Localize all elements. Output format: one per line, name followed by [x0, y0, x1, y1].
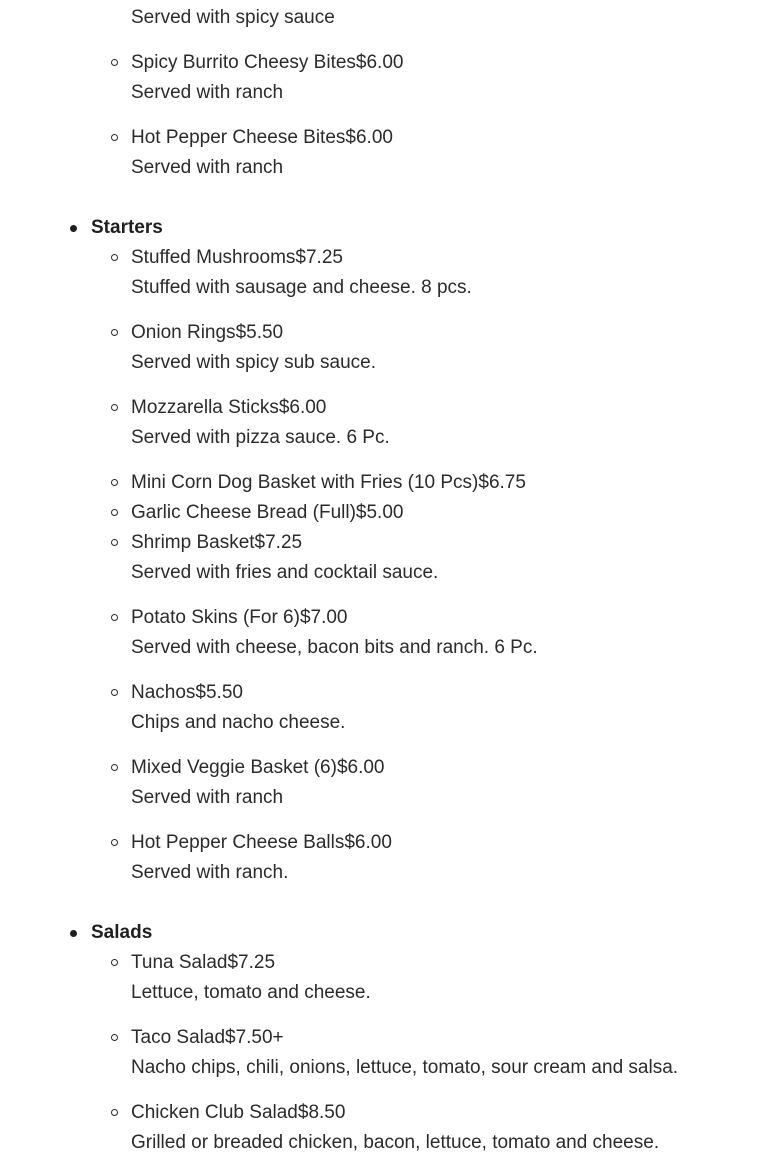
item-name: Hot Pepper Cheese Bites — [131, 127, 346, 148]
item-title — [131, 1023, 770, 1053]
menu-item — [91, 393, 770, 453]
disc-bullet-icon — [70, 930, 77, 937]
item-description: Stuffed with sausage and cheese. 8 pcs. — [131, 277, 472, 298]
item-price: $7.25 — [254, 532, 303, 553]
item-name: Shrimp Basket — [131, 532, 255, 553]
item-name: Nachos — [131, 682, 196, 703]
menu-item — [91, 123, 770, 183]
item-price: $5.50 — [195, 682, 243, 703]
item-price: $6.00 — [345, 127, 393, 148]
item-description: Served with ranch — [131, 82, 284, 103]
circle-bullet-icon — [111, 59, 118, 66]
item-description: Served with ranch — [131, 157, 284, 178]
item-name: Mixed Veggie Basket (6) — [131, 757, 337, 778]
circle-bullet-icon — [111, 404, 118, 411]
item-price: $7.25 — [295, 247, 343, 268]
item-price: $7.50+ — [225, 1027, 284, 1048]
menu-item — [91, 468, 770, 498]
item-list — [91, 3, 770, 183]
item-title — [131, 678, 770, 708]
item-description: Served with ranch. — [131, 862, 289, 883]
category-list — [0, 3, 770, 1158]
item-description: Served with spicy sauce — [131, 7, 335, 28]
item-title — [131, 393, 770, 423]
item-name: Tuna Salad — [131, 952, 228, 973]
circle-bullet-icon — [111, 764, 118, 771]
item-title — [131, 948, 770, 978]
item-title — [131, 498, 770, 528]
menu-item — [91, 948, 770, 1008]
item-title — [131, 48, 770, 78]
item-description: Served with pizza sauce. 6 Pc. — [131, 427, 390, 448]
item-description: Nacho chips, chili, onions, lettuce, tomato, sour cream and salsa. — [131, 1057, 679, 1078]
menu-item — [91, 678, 770, 738]
item-price: $7.00 — [299, 607, 348, 628]
circle-bullet-icon — [111, 959, 118, 966]
circle-bullet-icon — [111, 689, 118, 696]
circle-bullet-icon — [111, 254, 118, 261]
item-description: Served with cheese, bacon bits and ranch. 6 Pc. — [131, 637, 538, 658]
menu-item — [91, 528, 770, 588]
menu-item — [91, 48, 770, 108]
disc-bullet-icon — [70, 225, 77, 232]
item-price: $8.50 — [297, 1102, 346, 1123]
item-name: Mozzarella Sticks — [131, 397, 279, 418]
item-title — [131, 603, 770, 633]
circle-bullet-icon — [111, 479, 118, 486]
item-price: $7.25 — [227, 952, 276, 973]
category-salads — [0, 918, 770, 1158]
item-description: Served with ranch — [131, 787, 284, 808]
circle-bullet-icon — [111, 839, 118, 846]
menu-item — [91, 1098, 770, 1158]
item-name: Spicy Burrito Cheesy Bites — [131, 52, 356, 73]
item-description: Chips and nacho cheese. — [131, 712, 346, 733]
item-name: Hot Pepper Cheese Balls — [131, 832, 345, 853]
item-name: Chicken Club Salad — [131, 1102, 298, 1123]
menu-item — [91, 243, 770, 303]
menu-list — [0, 3, 770, 1173]
circle-bullet-icon — [111, 329, 118, 336]
item-name: Mini Corn Dog Basket with Fries (10 Pcs) — [131, 472, 479, 493]
item-title — [131, 828, 770, 858]
item-name: Onion Rings — [131, 322, 236, 343]
menu-item — [91, 318, 770, 378]
circle-bullet-icon — [111, 1034, 118, 1041]
menu-item — [91, 498, 770, 528]
item-title — [131, 243, 770, 273]
item-description: Served with fries and cocktail sauce. — [131, 562, 439, 583]
category-title: Starters — [91, 217, 163, 238]
item-description: Served with spicy sub sauce. — [131, 352, 377, 373]
circle-bullet-icon — [111, 134, 118, 141]
item-price: $6.75 — [478, 472, 526, 493]
item-price: $5.00 — [355, 502, 404, 523]
item-title — [131, 753, 770, 783]
menu-item — [91, 828, 770, 888]
item-name: Garlic Cheese Bread (Full) — [131, 502, 356, 523]
item-list — [91, 948, 770, 1158]
menu-item — [91, 1023, 770, 1083]
item-list — [91, 243, 770, 888]
item-price: $6.00 — [355, 52, 404, 73]
category-starters — [0, 213, 770, 888]
menu-item — [91, 3, 770, 33]
item-price: $5.50 — [235, 322, 284, 343]
item-price: $6.00 — [344, 832, 392, 853]
item-title — [131, 468, 770, 498]
menu-item — [91, 753, 770, 813]
item-title — [131, 528, 770, 558]
item-title — [131, 1098, 770, 1128]
item-name: Potato Skins (For 6) — [131, 607, 300, 628]
circle-bullet-icon — [111, 539, 118, 546]
item-title — [131, 318, 770, 348]
circle-bullet-icon — [111, 1109, 118, 1116]
item-title — [131, 123, 770, 153]
menu-item — [91, 603, 770, 663]
item-price: $6.00 — [336, 757, 385, 778]
category-partial — [0, 3, 770, 183]
item-name: Stuffed Mushrooms — [131, 247, 296, 268]
circle-bullet-icon — [111, 509, 118, 516]
item-description: Grilled or breaded chicken, bacon, lettuce, tomato and cheese. — [131, 1132, 660, 1153]
circle-bullet-icon — [111, 614, 118, 621]
category-title: Salads — [91, 922, 153, 943]
item-name: Taco Salad — [131, 1027, 226, 1048]
item-price: $6.00 — [278, 397, 327, 418]
item-description: Lettuce, tomato and cheese. — [131, 982, 371, 1003]
